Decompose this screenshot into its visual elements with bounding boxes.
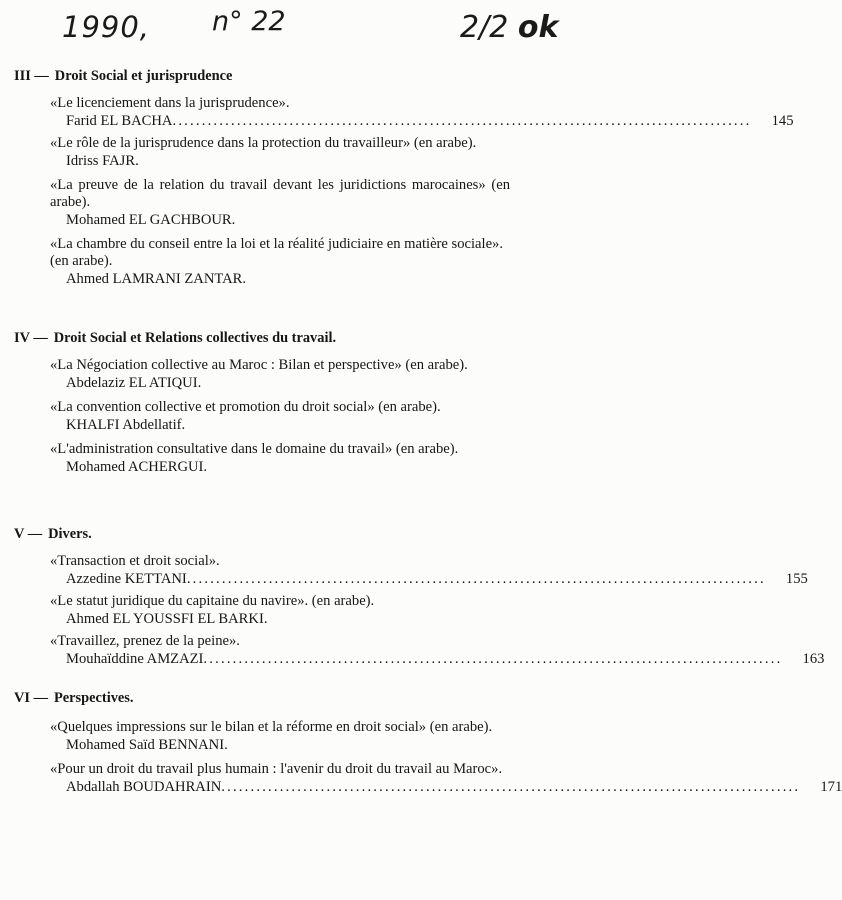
toc-entry <box>50 441 510 477</box>
entry-author: Azzedine KETTANI <box>66 571 187 587</box>
toc-entry <box>50 761 842 797</box>
toc-entry <box>50 719 510 755</box>
entry-author: Abdallah BOUDAHRAIN <box>66 779 222 795</box>
handwritten-ok: ok <box>517 10 559 45</box>
toc-entry <box>50 357 510 393</box>
toc-entry <box>50 593 510 629</box>
entry-title: «Travaillez, prenez de la peine». <box>50 633 240 649</box>
entry-page: 145 <box>771 113 794 129</box>
entry-author: Ahmed LAMRANI ZANTAR. <box>66 271 247 287</box>
entry-page: 163 <box>802 651 825 667</box>
section-v <box>14 526 825 669</box>
entry-title: «La Négociation collective au Maroc : Bilan et perspective» (en arabe). <box>50 357 468 373</box>
dot-leader: ................................................................................................... <box>203 651 783 667</box>
toc-entry <box>50 236 510 289</box>
entry-page: 155 <box>785 571 808 587</box>
section-heading: III — Droit Social et jurisprudence <box>14 68 233 84</box>
entry-author: Ahmed EL YOUSSFI EL BARKI. <box>66 611 268 627</box>
entry-author: Idriss FAJR. <box>66 153 139 169</box>
entry-title: «Le statut juridique du capitaine du navire». (en arabe). <box>50 593 375 609</box>
toc-entry <box>50 177 510 230</box>
section-vi <box>14 690 842 797</box>
toc-entry <box>50 95 794 131</box>
entry-title: «Transaction et droit social». <box>50 553 220 569</box>
section-heading: V — Divers. <box>14 526 92 542</box>
section-iv <box>14 330 504 477</box>
entry-author: Mohamed EL GACHBOUR. <box>66 212 236 228</box>
dot-leader: ................................................................................................... <box>221 779 801 795</box>
entry-author: Mouhaïddine AMZAZI <box>66 651 204 667</box>
section-heading: IV — Droit Social et Relations collectives du travail. <box>14 330 337 346</box>
entry-title: «Pour un droit du travail plus humain : l'avenir du droit du travail au Maroc». <box>50 761 503 777</box>
entry-author: KHALFI Abdellatif. <box>66 417 186 433</box>
entry-title: «Le licenciement dans la jurisprudence». <box>50 95 290 111</box>
entry-title: «Le rôle de la jurisprudence dans la protection du travailleur» (en arabe). <box>50 135 477 151</box>
handwritten-issue-number: n° 22 <box>212 6 286 37</box>
toc-entry <box>50 135 510 171</box>
section-heading: VI — Perspectives. <box>14 690 134 706</box>
dot-leader: ................................................................................................... <box>172 113 752 129</box>
entry-author: Mohamed Saïd BENNANI. <box>66 737 228 753</box>
handwritten-part: 2/2 ok <box>460 10 559 45</box>
entry-title: «Quelques impressions sur le bilan et la réforme en droit social» (en arabe). <box>50 719 493 735</box>
entry-author: Farid EL BACHA <box>66 113 173 129</box>
entry-author: Abdelaziz EL ATIQUI. <box>66 375 202 391</box>
handwritten-year: 1990, <box>62 10 151 44</box>
section-iii <box>14 68 794 289</box>
dot-leader: ................................................................................................... <box>186 571 766 587</box>
toc-entry <box>50 633 825 669</box>
entry-title: «La convention collective et promotion du droit social» (en arabe). <box>50 399 441 415</box>
entry-title: «L'administration consultative dans le domaine du travail» (en arabe). <box>50 441 459 457</box>
entry-author: Mohamed ACHERGUI. <box>66 459 208 475</box>
entry-page: 171 <box>820 779 842 795</box>
toc-entry <box>50 399 510 435</box>
entry-title: «La chambre du conseil entre la loi et la réalité judiciaire en matière sociale». (en arabe). <box>50 236 504 269</box>
entry-title: «La preuve de la relation du travail devant les juridictions marocaines» (en arabe). <box>50 177 510 210</box>
toc-entry <box>50 553 808 589</box>
